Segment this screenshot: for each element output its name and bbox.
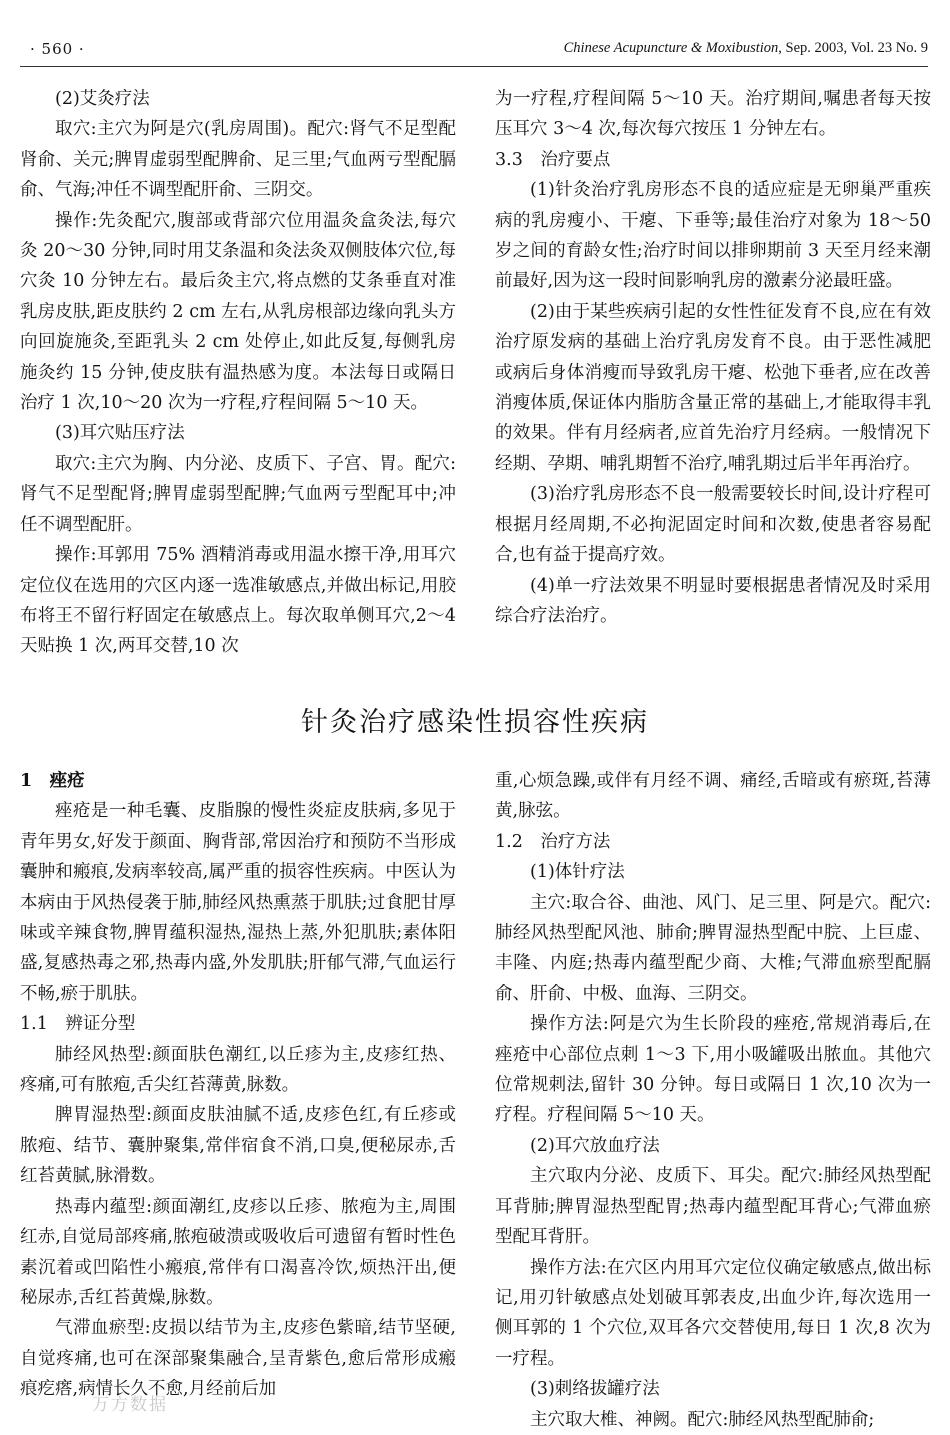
paragraph: 肺经风热型:颜面肤色潮红,以丘疹为主,皮疹红热、疼痛,可有脓疱,舌尖红苔薄黄,脉数。 bbox=[20, 1044, 456, 1096]
section-heading: 1.2 治疗方法 bbox=[495, 831, 611, 852]
subsection-heading: (2)艾灸疗法 bbox=[55, 89, 150, 109]
paragraph: 气滞血瘀型:皮损以结节为主,皮疹色紫暗,结节坚硬,自觉疼痛,也可在深部聚集融合,呈青紫色,愈后常形成瘢痕疙瘩,病情长久不愈,月经前后加 bbox=[20, 1318, 456, 1400]
paragraph: (1)针灸治疗乳房形态不良的适应症是无卵巢严重疾病的乳房瘦小、干瘪、下垂等;最佳治疗对象为 18～50 岁之间的育龄女性;治疗时间以排卵期前 3 天至月经来潮前最好,因为这一段时间影响乳房的激素分泌最旺盛。 bbox=[495, 180, 931, 292]
subsection-heading: (3)耳穴贴压疗法 bbox=[55, 423, 185, 444]
paragraph: 为一疗程,疗程间隔 5～10 天。治疗期间,嘱患者每天按压耳穴 3～4 次,每次每穴按压 1 分钟左右。 bbox=[495, 89, 931, 140]
paragraph: 痤疮是一种毛囊、皮脂腺的慢性炎症皮肤病,多见于青年男女,好发于颜面、胸背部,常因治疗和预防不当形成囊肿和瘢痕,发病率较高,属严重的损容性疾病。中医认为本病由于风热侵袭于肺,肺经风热熏蒸于肌肤;过食肥甘厚味或辛辣食物,脾胃蕴积湿热,湿热上蒸,外犯肌肤;素体阳盛,复感热毒之邪,热毒内盛,外发肌肤;肝郁气滞,气血运行不畅,瘀于肌肤。 bbox=[20, 801, 456, 1004]
paragraph: 操作:耳郭用 75% 酒精消毒或用温水擦干净,用耳穴定位仪在选用的穴区内逐一选准敏感点,并做出标记,用胶布将王不留行籽固定在敏感点上。每次取单侧耳穴,2～4 天贴换 1 次,两耳交替,10 次 bbox=[20, 545, 456, 657]
header-rule bbox=[20, 66, 928, 67]
paragraph: 取穴:主穴为阿是穴(乳房周围)。配穴:肾气不足型配肾俞、关元;脾胃虚弱型配脾俞、足三里;气血两亏型配膈俞、气海;冲任不调型配肝俞、三阴交。 bbox=[20, 119, 456, 201]
paragraph: 操作:先灸配穴,腹部或背部穴位用温灸盒灸法,每穴灸 20～30 分钟,同时用艾条温和灸法灸双侧肢体穴位,每穴灸 10 分钟左右。最后灸主穴,将点燃的艾条垂直对准乳房皮肤,距皮肤约 2 cm 左右,从乳房根部边缘向乳头方向回旋施灸,至距乳头 2 cm 处停止,如此反复,每侧乳房施灸约 15 分钟,使皮肤有温热感为度。本法每日或隔日治疗 1 次,10～20 次为一疗程,疗程间隔 5～10 天。 bbox=[20, 210, 456, 414]
paragraph: 重,心烦急躁,或伴有月经不调、痛经,舌暗或有瘀斑,苔薄黄,脉弦。 bbox=[495, 771, 931, 822]
page-number: · 560 · bbox=[30, 40, 85, 58]
running-header bbox=[20, 38, 928, 62]
section-heading: 1 痤疮 bbox=[20, 771, 85, 791]
top-left-column bbox=[20, 84, 456, 662]
journal-citation bbox=[564, 40, 928, 57]
bottom-left-column bbox=[20, 766, 456, 1405]
section-heading: 3.3 治疗要点 bbox=[495, 149, 611, 170]
paragraph: 主穴取大椎、神阙。配穴:肺经风热型配肺俞; bbox=[530, 1409, 875, 1430]
subsection-heading: (1)体针疗法 bbox=[530, 862, 625, 883]
subsection-heading: (2)耳穴放血疗法 bbox=[530, 1135, 660, 1156]
journal-name: Chinese Acupuncture & Moxibustion bbox=[563, 40, 779, 56]
paragraph: (2)由于某些疾病引起的女性性征发育不良,应在有效治疗原发病的基础上治疗乳房发育不良。由于恶性减肥或病后身体消瘦而导致乳房干瘪、松弛下垂者,应在改善消瘦体质,保证体内脂肪含量正常的基础上,才能取得丰乳的效果。伴有月经病者,应首先治疗月经病。一般情况下经期、孕期、哺乳期暂不治疗,哺乳期过后半年再治疗。 bbox=[495, 301, 931, 474]
article-title: 针灸治疗感染性损容性疾病 bbox=[301, 707, 649, 738]
paragraph: 操作方法:阿是穴为生长阶段的痤疮,常规消毒后,在痤疮中心部位点刺 1～3 下,用小吸罐吸出脓血。其他穴位常规刺法,留针 30 分钟。每日或隔日 1 次,10 次为一疗程。疗程间隔 5～10 天。 bbox=[495, 1014, 931, 1126]
paragraph: 热毒内蕴型:颜面潮红,皮疹以丘疹、脓疱为主,周围红赤,自觉局部疼痛,脓疱破溃或吸收后可遗留有暂时性色素沉着或凹陷性小瘢痕,常伴有口渴喜冷饮,烦热汗出,便秘尿赤,舌红苔黄燥,脉数。 bbox=[20, 1196, 456, 1308]
paragraph: 主穴:取合谷、曲池、风门、足三里、阿是穴。配穴:肺经风热型配风池、肺俞;脾胃湿热型配中脘、上巨虚、丰隆、内庭;热毒内蕴型配少商、大椎;气滞血瘀型配膈俞、肝俞、中极、血海、三阴交。 bbox=[495, 892, 931, 1004]
journal-issue: , Sep. 2003, Vol. 23 No. 9 bbox=[778, 40, 928, 56]
watermark: 万方数据 bbox=[92, 1395, 168, 1415]
bottom-right-column bbox=[495, 766, 931, 1435]
subsection-heading: (3)刺络拔罐疗法 bbox=[530, 1379, 660, 1400]
paragraph: (4)单一疗法效果不明显时要根据患者情况及时采用综合疗法治疗。 bbox=[495, 575, 931, 626]
top-right-column bbox=[495, 84, 931, 631]
paragraph: 主穴取内分泌、皮质下、耳尖。配穴:肺经风热型配耳背肺;脾胃湿热型配胃;热毒内蕴型配耳背心;气滞血瘀型配耳背肝。 bbox=[495, 1166, 931, 1248]
paragraph: 操作方法:在穴区内用耳穴定位仪确定敏感点,做出标记,用刃针敏感点处划破耳郭表皮,出血少许,每次选用一侧耳郭的 1 个穴位,双耳各穴交替使用,每日 1 次,8 次为一疗程。 bbox=[495, 1257, 931, 1369]
section-heading: 1.1 辨证分型 bbox=[20, 1014, 136, 1035]
paragraph: 脾胃湿热型:颜面皮肤油腻不适,皮疹色红,有丘疹或脓疱、结节、囊肿聚集,常伴宿食不消,口臭,便秘尿赤,舌红苔黄腻,脉滑数。 bbox=[20, 1105, 456, 1187]
paragraph: 取穴:主穴为胸、内分泌、皮质下、子宫、胃。配穴:肾气不足型配肾;脾胃虚弱型配脾;气血两亏型配耳中;冲任不调型配肝。 bbox=[20, 453, 456, 535]
paragraph: (3)治疗乳房形态不良一般需要较长时间,设计疗程可根据月经周期,不必拘泥固定时间和次数,使患者容易配合,也有益于提高疗效。 bbox=[495, 484, 931, 566]
